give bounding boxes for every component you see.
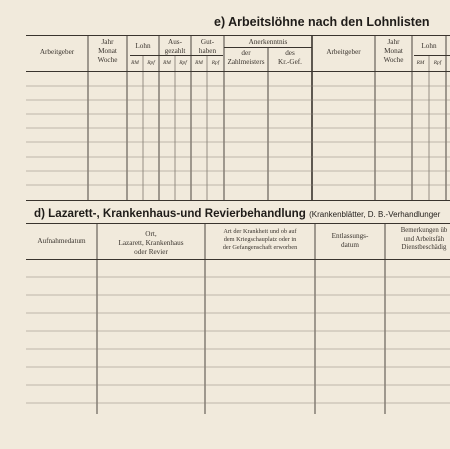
subheader-rm: RM [195,60,203,66]
subheader-rpf: Rpf [179,60,187,66]
header-arbeitgeber-right: Arbeitgeber [326,48,361,56]
header-des-kr-gef: des Kr.-Gef. [278,49,302,66]
header-entlassungsdatum: Entlassungs- datum [331,232,369,249]
section-d-title-sub: (Krankenblätter, D. B.-Verhandlunger [309,210,441,219]
subheader-rpf: Rpf [147,60,155,66]
header-lohn-right: Lohn [421,42,437,50]
header-anerkenntnis: Anerkenntnis [248,38,288,46]
header-art-der-krankheit: Art der Krankheit und ob auf dem Kriegschauplatz oder in der Gefangenschaft erworben [222,228,298,251]
header-lohn: Lohn [135,42,151,50]
header-aufnahmedatum: Aufnahmedatum [37,237,86,245]
header-bemerkungen: Bemerkungen üb und Arbeitsfäh Dienstbeschädig [400,227,448,251]
header-guthaben: Gut- haben [198,38,217,55]
header-ausgezahlt: Aus- gezahlt [164,38,186,55]
header-jahr-monat-woche-right: Jahr Monat Woche [383,38,404,64]
subheader-rpf-right: Rpf [433,60,442,66]
section-e-title: e) Arbeitslöhne nach den Lohnlisten [214,15,430,29]
header-jahr-monat-woche: Jahr Monat Woche [97,38,118,64]
header-der-zahlmeisters: der Zahlmeisters [227,49,265,66]
header-ort: Ort, Lazarett, Krankenhaus oder Revier [118,230,184,256]
subheader-rm: RM [131,60,139,66]
subheader-rm: RM [163,60,171,66]
header-arbeitgeber: Arbeitgeber [39,48,75,56]
table-d-row-rules [26,277,450,403]
subheader-rpf: Rpf [211,60,220,66]
section-d-title-main: d) Lazarett-, Krankenhaus-und Revierbehandlung [34,207,306,220]
subheader-rm-right: RM [416,60,425,66]
